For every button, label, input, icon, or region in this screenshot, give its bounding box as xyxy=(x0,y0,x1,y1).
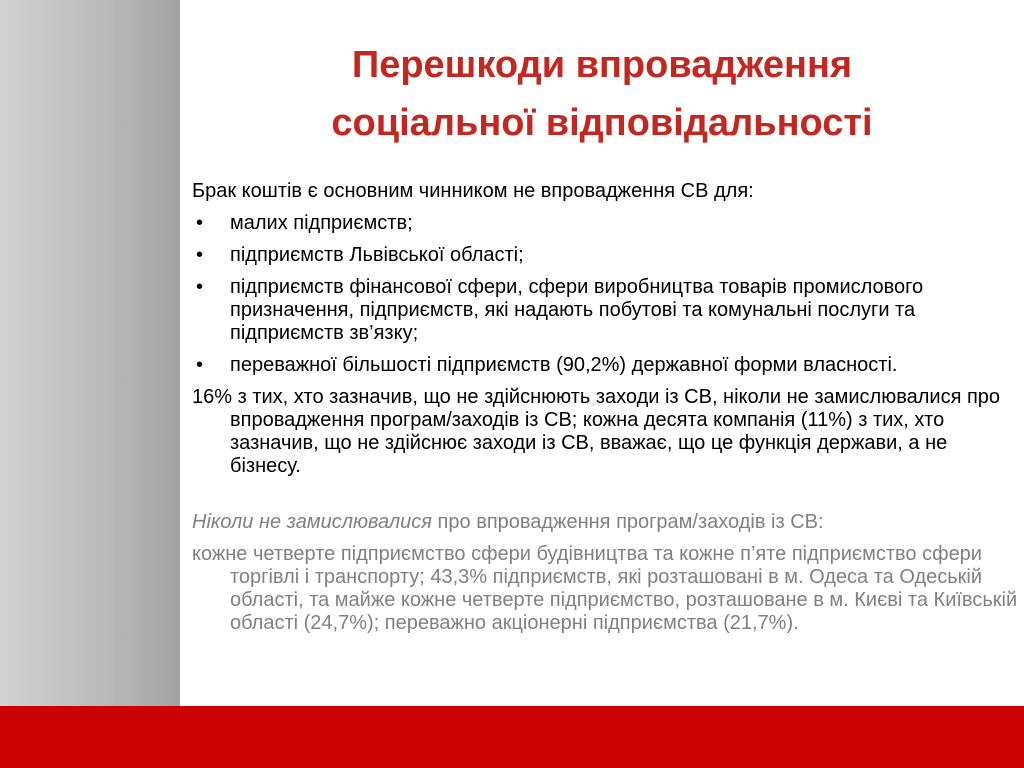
slide-body xyxy=(192,180,1018,643)
bullet-item xyxy=(192,354,1018,377)
bullet-list xyxy=(192,212,1018,377)
bullet-icon: • xyxy=(196,244,204,266)
slide-title-line-1: Перешкоди впровадження xyxy=(351,44,853,86)
slide-title-line-2: соціальної відповідальності xyxy=(331,102,873,144)
bullet-text: підприємств Львівської області; xyxy=(230,244,524,266)
never-heading xyxy=(192,511,1018,534)
decorative-side-bar xyxy=(0,0,180,706)
bullet-item xyxy=(192,212,1018,235)
bullet-text: підприємств фінансової сфери, сфери виробництва товарів промислового призначення, підприємств, які надають побутові та комунальні послуги та підприємств зв’язку; xyxy=(230,276,924,344)
never-heading-rest: про впровадження програм/заходів із СВ: xyxy=(432,511,824,533)
bullet-item xyxy=(192,276,1018,345)
bullet-icon: • xyxy=(196,212,204,234)
bullet-icon: • xyxy=(196,276,204,298)
bullet-text: малих підприємств; xyxy=(230,212,413,234)
bullet-text: переважної більшості підприємств (90,2%) державної форми власності. xyxy=(230,354,898,376)
bullet-item xyxy=(192,244,1018,267)
statistic-paragraph: 16% з тих, хто зазначив, що не здійснюють заходи із СВ, ніколи не замислювалися про впровадження програм/заходів із СВ; кожна десята компанія (11%) з тих, хто зазначив, що не здійснює заходи із СВ, вважає, що це функція держави, а не бізнесу. xyxy=(192,386,1001,477)
bullet-icon: • xyxy=(196,354,204,376)
never-heading-italic: Ніколи не замислювалися xyxy=(192,511,432,533)
decorative-bottom-band xyxy=(0,706,1024,768)
never-paragraph: кожне четверте підприємство сфери будівництва та кожне п’яте підприємство сфери торгівлі і транспорту; 43,3% підприємств, які розташовані в м. Одеса та Одеській області, та майже кожне четверте підприємство, розташоване в м. Києві та Київській області (24,7%); переважно акціонерні підприємства (21,7%). xyxy=(192,543,1018,634)
spacer xyxy=(192,486,1018,511)
slide-title xyxy=(180,36,1024,152)
intro-text: Брак коштів є основним чинником не впровадження СВ для: xyxy=(192,180,754,202)
